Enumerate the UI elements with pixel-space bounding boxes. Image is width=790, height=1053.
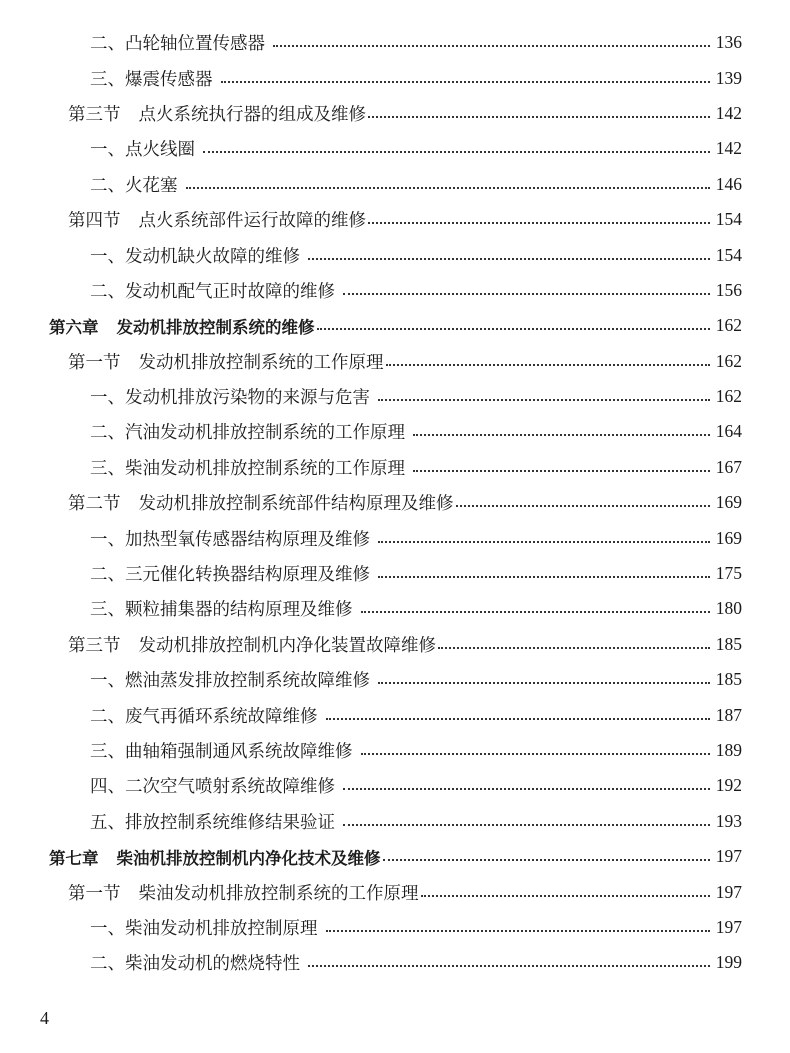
toc-entry-label: 第六章	[49, 317, 99, 337]
dot-leader	[368, 115, 710, 118]
toc-page-number: 142	[715, 138, 742, 159]
toc-page-number: 154	[715, 209, 742, 230]
toc-entry-heading: 点火系统部件运行故障的维修	[138, 211, 366, 232]
toc-entry-heading: 柴油发动机排放控制系统的工作原理	[138, 883, 419, 904]
table-of-contents	[0, 25, 790, 981]
toc-section-entry	[0, 344, 790, 379]
dot-leader	[421, 894, 710, 897]
toc-section-entry	[0, 485, 790, 520]
toc-entry-label: 第三节	[68, 104, 121, 125]
dot-leader	[186, 186, 710, 189]
toc-entry-heading: 发动机排放控制系统的维修	[116, 317, 315, 337]
toc-entry-title	[68, 101, 366, 126]
toc-entry-title	[90, 667, 370, 692]
toc-chapter-entry	[0, 308, 790, 343]
dot-leader	[343, 787, 710, 790]
toc-section-entry	[0, 874, 790, 909]
toc-item-entry	[0, 131, 790, 166]
toc-page-number: 192	[715, 775, 742, 796]
toc-item-entry	[0, 697, 790, 732]
toc-chapter-entry	[0, 839, 790, 874]
toc-page-number: 185	[715, 669, 742, 690]
dot-leader	[386, 363, 710, 366]
toc-entry-title	[90, 172, 178, 197]
toc-page-number: 146	[715, 173, 742, 194]
toc-entry-label: 二、废气再循环系统故障维修	[90, 706, 318, 727]
toc-item-entry	[0, 379, 790, 414]
toc-page-number: 156	[715, 279, 742, 300]
toc-page-number: 162	[715, 315, 742, 336]
toc-entry-title	[68, 880, 419, 905]
toc-section-entry	[0, 96, 790, 131]
toc-item-entry	[0, 804, 790, 839]
toc-item-entry	[0, 450, 790, 485]
toc-entry-heading: 点火系统执行器的组成及维修	[138, 104, 366, 125]
toc-page-number: 162	[715, 350, 742, 371]
toc-entry-title	[90, 703, 318, 728]
toc-entry-title	[90, 809, 335, 834]
toc-page-number: 197	[715, 916, 742, 937]
dot-leader	[203, 150, 710, 153]
toc-entry-label: 第三节	[68, 635, 121, 656]
toc-page-number: 139	[715, 67, 742, 88]
toc-page-number: 136	[715, 32, 742, 53]
toc-entry-title	[90, 773, 335, 798]
toc-entry-title	[90, 455, 405, 480]
toc-entry-label: 三、颗粒捕集器的结构原理及维修	[90, 600, 353, 621]
toc-entry-title	[90, 915, 318, 940]
dot-leader	[456, 504, 710, 507]
toc-item-entry	[0, 910, 790, 945]
toc-entry-label: 二、汽油发动机排放控制系统的工作原理	[90, 423, 405, 444]
dot-leader	[361, 610, 710, 613]
toc-page-number: 189	[715, 740, 742, 760]
toc-item-entry	[0, 273, 790, 308]
toc-item-entry	[0, 237, 790, 272]
toc-entry-label: 二、凸轮轴位置传感器	[90, 34, 265, 55]
toc-entry-title	[90, 950, 300, 975]
dot-leader	[273, 44, 710, 47]
toc-page-number: 175	[715, 563, 742, 584]
toc-entry-label: 第二节	[68, 494, 121, 515]
toc-entry-title	[90, 136, 195, 161]
toc-page-number: 187	[715, 704, 742, 725]
toc-entry-label: 第七章	[49, 848, 99, 868]
toc-entry-label: 三、曲轴箱强制通风系统故障维修	[90, 742, 353, 762]
toc-entry-title	[90, 561, 370, 586]
toc-entry-title	[68, 490, 454, 515]
toc-entry-title	[90, 66, 213, 91]
toc-page-number: 169	[715, 527, 742, 548]
dot-leader	[326, 929, 710, 932]
toc-entry-title	[68, 207, 366, 232]
toc-entry-title	[90, 278, 335, 303]
toc-entry-title	[49, 845, 381, 869]
toc-entry-label: 二、火花塞	[90, 175, 178, 196]
dot-leader	[378, 540, 710, 543]
toc-entry-label: 一、燃油蒸发排放控制系统故障维修	[90, 671, 370, 692]
toc-page-number: 142	[715, 102, 742, 123]
toc-page-number: 167	[715, 456, 742, 477]
toc-entry-title	[90, 526, 370, 551]
dot-leader	[326, 717, 710, 720]
toc-item-entry	[0, 25, 790, 60]
toc-entry-heading: 发动机排放控制机内净化装置故障维修	[138, 635, 436, 656]
toc-entry-title	[49, 314, 315, 338]
toc-page-number: 162	[715, 386, 742, 407]
toc-page-number: 197	[715, 846, 742, 867]
toc-entry-label: 第四节	[68, 211, 121, 232]
toc-entry-label: 第一节	[68, 352, 121, 373]
toc-entry-title	[90, 738, 353, 763]
toc-entry-label: 一、发动机缺火故障的维修	[90, 246, 300, 267]
dot-leader	[413, 433, 710, 436]
toc-entry-title	[90, 419, 405, 444]
toc-page-number: 169	[715, 492, 742, 513]
toc-item-entry	[0, 768, 790, 803]
toc-item-entry	[0, 556, 790, 591]
toc-entry-heading: 柴油机排放控制机内净化技术及维修	[116, 848, 381, 868]
dot-leader	[378, 681, 710, 684]
toc-page-number: 185	[715, 633, 742, 654]
dot-leader	[383, 858, 710, 861]
toc-entry-title	[90, 243, 300, 268]
toc-entry-label: 二、发动机配气正时故障的维修	[90, 281, 335, 302]
dot-leader	[368, 221, 710, 224]
dot-leader	[308, 964, 710, 967]
toc-entry-title	[90, 384, 370, 409]
dot-leader	[361, 752, 710, 755]
toc-item-entry	[0, 591, 790, 626]
toc-item-entry	[0, 414, 790, 449]
toc-entry-title	[68, 632, 436, 657]
toc-entry-label: 第一节	[68, 883, 121, 904]
toc-entry-title	[90, 30, 265, 55]
toc-entry-label: 二、三元催化转换器结构原理及维修	[90, 565, 370, 586]
toc-item-entry	[0, 662, 790, 697]
toc-entry-label: 一、加热型氧传感器结构原理及维修	[90, 529, 370, 550]
dot-leader	[308, 257, 710, 260]
dot-leader	[221, 80, 710, 83]
toc-item-entry	[0, 60, 790, 95]
dot-leader	[413, 469, 710, 472]
dot-leader	[378, 575, 710, 578]
page-number: 4	[40, 1008, 49, 1028]
toc-page-number: 154	[715, 244, 742, 265]
toc-page-number: 199	[715, 952, 742, 973]
toc-page-number: 180	[715, 598, 742, 619]
toc-section-entry	[0, 202, 790, 237]
dot-leader	[343, 823, 710, 826]
toc-item-entry	[0, 733, 790, 768]
toc-entry-heading: 发动机排放控制系统部件结构原理及维修	[138, 494, 454, 515]
toc-item-entry	[0, 945, 790, 980]
toc-entry-label: 二、柴油发动机的燃烧特性	[90, 954, 300, 975]
toc-section-entry	[0, 627, 790, 662]
toc-item-entry	[0, 520, 790, 555]
toc-entry-label: 一、发动机排放污染物的来源与危害	[90, 388, 370, 409]
dot-leader	[343, 292, 710, 295]
dot-leader	[317, 327, 710, 330]
toc-item-entry	[0, 167, 790, 202]
toc-entry-label: 一、柴油发动机排放控制原理	[90, 918, 318, 939]
dot-leader	[438, 646, 710, 649]
toc-page-number: 164	[715, 421, 742, 442]
toc-entry-label: 三、爆震传感器	[90, 69, 213, 90]
toc-entry-title	[68, 349, 384, 374]
toc-entry-heading: 发动机排放控制系统的工作原理	[138, 352, 384, 373]
toc-page-number: 197	[715, 881, 742, 902]
toc-page-number: 193	[715, 810, 742, 831]
toc-entry-label: 三、柴油发动机排放控制系统的工作原理	[90, 458, 405, 479]
toc-entry-label: 一、点火线圈	[90, 140, 195, 161]
toc-entry-label: 四、二次空气喷射系统故障维修	[90, 777, 335, 798]
dot-leader	[378, 398, 710, 401]
toc-entry-title	[90, 596, 353, 621]
toc-entry-label: 五、排放控制系统维修结果验证	[90, 812, 335, 833]
